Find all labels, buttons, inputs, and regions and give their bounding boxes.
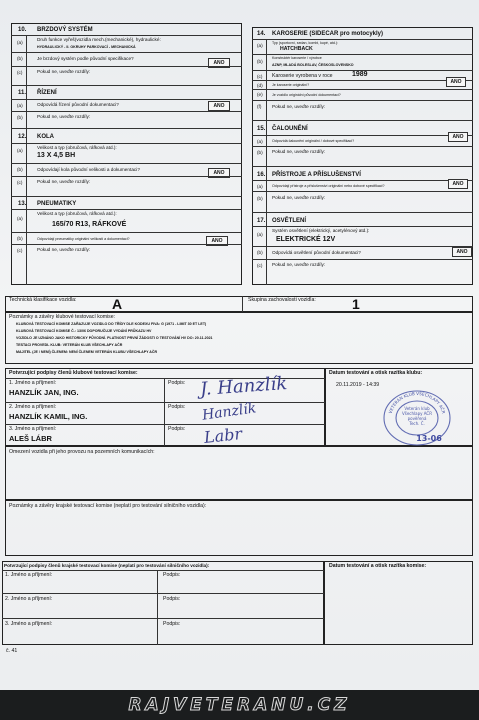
section-16-title: PŘÍSTROJE A PŘÍSLUŠENSTVÍ [272,172,361,178]
answer-yes-box[interactable]: ANO [208,58,230,68]
section-14-number: 14. [257,31,266,37]
answer-yes-box[interactable]: ANO [446,77,466,87]
regional-notes-label: Poznámky a závěry krajské testovací komise (neplatí pro testování silničního vozidla): [9,503,207,509]
sign-label: Podpis: [163,621,181,627]
club-notes-line: TESTACI PROVEDL KLUB: VETERÁN KLUB VŠECHLAPY AČR [16,343,123,347]
row-label: (a) [257,139,263,144]
row-text: Odpovídají kola původní velikosti a dokumentaci? [37,167,140,172]
row-label: (b) [257,59,263,64]
member-label: 3. Jméno a příjmení: [5,621,53,627]
tech-class-value: A [112,296,123,312]
section-12-number: 12. [18,134,27,140]
member-label: 3. Jméno a příjmení: [9,426,57,432]
tyre-size-value: 165/70 R13, RÁFKOVÉ [52,221,127,228]
section-13-title: PNEUMATIKY [37,201,77,207]
club-date-value: 20.11.2019 - 14:39 [336,382,380,388]
stamp-text: pověřená [407,416,427,421]
answer-yes-box[interactable]: ANO [208,101,230,111]
row-label: (b) [17,167,23,172]
row-label: (a) [17,148,23,153]
signature: Hanzlík [201,400,258,424]
row-label: (e) [257,92,263,97]
club-notes-label: Poznámky a závěry klubové testovací komise: [9,314,116,320]
row-text: Je vozidlo originální původní dokumentaci? [272,93,341,97]
row-text: Pokud ne, uveďte rozdíly: [37,114,91,119]
member-name: ALEŠ LÁBR [9,434,52,443]
row-text: Pokud ne, uveďte rozdíly: [37,247,91,252]
answer-yes-box[interactable]: ANO [452,247,472,257]
row-label: (a) [17,40,23,45]
section-14-title: KAROSERIE (SIDECAR pro motocykly) [272,31,384,37]
stamp-text: Veterán klub [404,406,430,411]
section-17-number: 17. [257,218,266,224]
row-label: (c) [257,263,263,268]
sign-label: Podpis: [168,426,186,432]
signature: Labr [203,424,243,447]
row-text: Je karoserie originální? [272,83,310,87]
group-value: 1 [352,296,360,312]
row-text: Typ (sportovní, sedan, kombi, kupé, atd.): [272,41,339,45]
section-15-title: ČALOUNĚNÍ [272,126,308,132]
wheel-size-value: 13 X 4,5 BH [37,152,76,159]
answer-yes-box[interactable]: ANO [448,132,468,142]
row-text: Karoserie vyrobena v roce [272,73,333,79]
row-text: Pokud ne, uveďte rozdíly: [272,195,326,200]
row-text: Systém osvětlení (elektrický, acetylénový atd.): [272,228,370,233]
stamp-text: Všechlapy AČR [402,411,432,416]
club-notes-line: KLUBOVÁ TESTOVACÍ KOMISE ZAŘAZUJE VOZIDLO DO TŘÍDY DLE KODEXU FIVA: G (1971 - LIMIT 30 ET LET) [16,322,207,326]
row-label: (f) [257,104,262,109]
regional-date-box [324,561,473,645]
sign-label: Podpis: [163,596,181,602]
row-label: (c) [17,248,23,253]
row-text: Druh funkce vyřeš(vozidla mech.(mechanické), hydraulické: [37,37,161,42]
row-label: (c) [17,70,23,75]
tech-class-label: Technická klasifikace vozidla: [9,297,77,303]
row-label: (c) [257,74,263,79]
member-name: HANZLÍK JAN, ING. [9,388,79,397]
row-text: Je brzdový systém podle původní specifikace? [37,56,134,61]
club-notes-line: VOZIDLO JE UZNÁNO JAKO HISTORICKY PŮVODNÍ. PLATNOST PRVNÍ ŽÁDOSTI O TESTOVÁNÍ HV DO: 20.11.2021 [16,336,213,340]
row-label: (a) [17,216,23,221]
row-text: Pokud ne, uveďte rozdíly: [37,179,91,184]
stamp-number: 13-06 [416,434,442,443]
row-label: (b) [17,236,23,241]
club-stamp-icon [381,387,453,447]
member-label: 2. Jméno a příjmení: [9,404,57,410]
row-label: (b) [257,250,263,255]
section-16-number: 16. [257,172,266,178]
page-number: č. 41 [6,648,18,654]
member-label: 1. Jméno a příjmení: [9,380,57,386]
body-maker-value: AZNP, MLADÁ BOLESLAV, ČESKOSLOVENSKO [272,63,354,67]
row-label: (b) [17,56,23,61]
answer-yes-box[interactable]: ANO [208,168,230,178]
row-label: (a) [257,232,263,237]
sign-label: Podpis: [163,572,181,578]
row-value: HYDRAULICKÝ - II. OKRUHY PARKOVACÍ - MECHANICKÁ [37,45,136,49]
member-name: HANZLÍK KAMIL, ING. [9,412,88,421]
section-10-number: 10. [18,27,27,33]
section-12-title: KOLA [37,134,54,140]
section-15-number: 15. [257,126,266,132]
lighting-value: ELEKTRICKÉ 12V [276,236,336,243]
body-year-value: 1989 [352,71,368,78]
group-label: Skupina zachovalosti vozidla: [248,297,316,303]
watermark: RAJVETERANU.CZ [128,695,351,715]
row-text: Odpovídají přístroje a příslušenství originální nebo dobové specifikaci? [272,184,385,188]
row-label: (a) [257,184,263,189]
row-label: (d) [257,83,263,88]
section-17-title: OSVĚTLENÍ [272,218,307,224]
sign-label: Podpis: [168,404,186,410]
signature: J. Hanzlík [199,372,288,401]
row-text: Odpovídá osvětlení původní dokumentaci? [272,250,361,255]
section-10-title: BRZDOVÝ SYSTÉM [37,27,93,33]
row-label: (b) [257,150,263,155]
club-notes-line: KLUBOVÁ TESTOVACÍ KOMISE Č.: 13/06 DOPORUČUJE VYDÁNÍ PRŮKAZU HV [16,329,152,333]
row-text: Velikost a typ (obručová, ráfková atd.): [37,211,117,216]
row-label: (b) [17,115,23,120]
row-text: Konstruktér karoserie / výrobce [272,56,322,60]
restriction-label: Omezení vozidla při jeho provozu na pozemních komunikacích: [9,449,155,455]
row-text: Velikost a typ (obručová, ráfková atd.): [37,145,117,150]
section-11-number: 11. [18,90,27,96]
row-label: (b) [257,196,263,201]
body-type-value: HATCHBACK [280,46,313,52]
regional-signatures-header: Potvrzující podpisy členů krajské testovací komise (neplatí pro testování silničního vozidla): [4,563,210,568]
stamp-text: Tech. Č. [409,421,425,426]
row-label: (c) [17,180,23,185]
row-text: Odpovídá čalounění originální / dobové specifikaci? [272,139,355,143]
section-11-title: ŘÍZENÍ [37,90,57,96]
row-text: Odpovídá řízení původní dokumentaci? [37,102,119,107]
section-13-number: 13. [18,201,27,207]
row-text: Pokud ne, uveďte rozdíly: [37,69,91,74]
row-text: Odpovídají pneumatiky originální velikosti a dokumentaci? [37,237,130,241]
member-label: 2. Jméno a příjmení: [5,596,53,602]
club-date-header: Datum testování a otisk razítka klubu: [329,370,423,376]
row-text: Pokud ne, uveďte rozdíly: [272,104,326,109]
club-signatures-header: Potvrzující podpisy členů klubové testovací komise: [9,370,138,376]
regional-date-header: Datum testování a otisk razítka komise: [329,563,427,569]
stamp-outer-text: VETERÁN KLUB VŠECHLAPY AČR [387,390,447,415]
sign-label: Podpis: [168,380,186,386]
row-text: Pokud ne, uveďte rozdíly: [272,262,326,267]
row-label: (a) [257,43,263,48]
row-label: (a) [17,103,23,108]
member-label: 1. Jméno a příjmení: [5,572,53,578]
answer-yes-box[interactable]: ANO [206,236,228,246]
answer-yes-box[interactable]: ANO [448,179,468,189]
row-text: Pokud ne, uveďte rozdíly: [272,149,326,154]
club-notes-line: MAJITEL (JE / NENÍ) ČLENEM: NENÍ ČLENEM VETERÁN KLUBU VŠECHLAPY AČR [16,350,158,354]
